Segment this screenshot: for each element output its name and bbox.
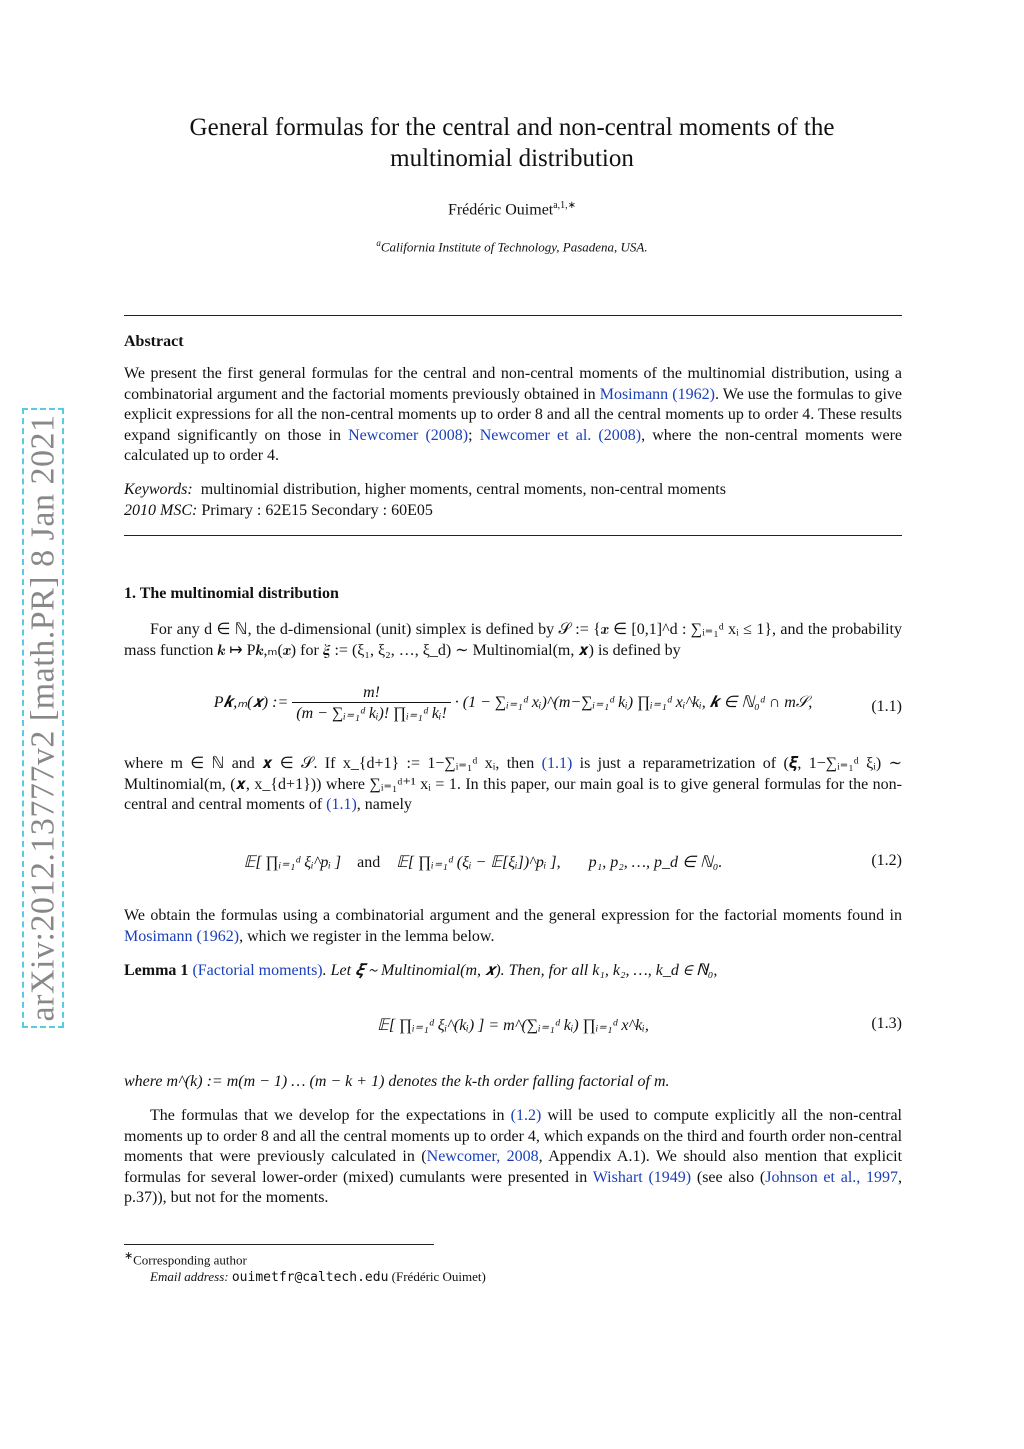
paragraph-1: For any d ∈ ℕ, the d-dimensional (unit) simplex is defined by 𝒮 := {𝒙 ∈ [0,1]^d : ∑ᵢ₌₁ᵈ xᵢ ≤ 1}, and the probability mass function 𝒌 ↦ P𝒌,ₘ(𝒙) for 𝝃 := (ξ₁, ξ₂, …, ξ_d) ∼ Multinomial(m, 𝒙) is defined by: [124, 621, 902, 659]
eq13-number: (1.3): [871, 1015, 902, 1032]
eq11-fraction: [292, 684, 451, 723]
para-text: , Appendix A.1). We should also mention that explicit formulas for several lower-order (mixed) cumulants were presented in: [124, 1148, 903, 1186]
affiliation-mark: a: [376, 238, 381, 248]
abstract-text: . We use the formulas to give explicit expressions for all the non-central moments up to order 8 and all the central moments up to order 4. These results expand significantly on those in: [124, 385, 902, 444]
para-text: where m ∈ ℕ and 𝒙 ∈ 𝒮. If x_{d+1} := 1−∑ᵢ₌₁ᵈ xᵢ, then: [124, 755, 542, 772]
para-text: (see also (: [691, 1168, 766, 1186]
msc-line: [124, 501, 902, 522]
email-line: [124, 1268, 824, 1286]
cite-wishart[interactable]: Wishart (1949): [592, 1168, 692, 1186]
abstract-text: ;: [468, 426, 480, 444]
para-text: We obtain the formulas using a combinatorial argument and the general expression for the factorial moments found in: [124, 907, 902, 924]
abstract-heading: Abstract: [124, 333, 184, 350]
lemma-1: [124, 961, 902, 982]
equation-1-2: [124, 840, 902, 910]
abstract-body: [124, 364, 902, 467]
eq12-and: and: [357, 854, 381, 871]
keywords-label: Keywords:: [124, 481, 193, 498]
eq12-domain: p₁, p₂, …, p_d ∈ ℕ₀.: [588, 854, 723, 871]
affiliation-text: California Institute of Technology, Pasadena, USA.: [380, 239, 648, 255]
para-text: is just a reparametrization of (𝝃, 1−∑ᵢ₌₁ᵈ ξᵢ) ∼ Multinomial(m, (𝒙, x_{d+1})) where ∑ᵢ₌₁ᵈ⁺¹ xᵢ = 1. In this paper, our main goal is to give general formulas for the non-central and central moments of: [124, 755, 902, 813]
cite-mosimann[interactable]: Mosimann (1962): [124, 927, 240, 945]
lemma-tail: where m^(k) := m(m − 1) … (m − k + 1) denotes the k-th order falling factorial of m.: [124, 1073, 670, 1090]
eq13-body: 𝔼[ ∏ᵢ₌₁ᵈ ξᵢ^(kᵢ) ] = m^(∑ᵢ₌₁ᵈ kᵢ) ∏ᵢ₌₁ᵈ x^kᵢ,: [377, 1017, 649, 1034]
footnote-rule: [124, 1244, 434, 1245]
para-text: , namely: [356, 796, 412, 813]
keywords-line: [124, 480, 902, 501]
footnote-line: [124, 1248, 824, 1268]
arxiv-id: arXiv:2012.13777v2 [math.PR] 8 Jan 2021: [24, 414, 61, 1022]
paragraph-2: [124, 754, 902, 816]
equation-1-1: [124, 676, 902, 746]
author-marks: a,1,∗: [553, 200, 577, 211]
paragraph-3: [124, 906, 902, 947]
affiliation: [232, 238, 792, 255]
abstract-text: We present the first general formulas for the central and non-central moments of the multinomial distribution, using a combinatorial argument and the factorial moments previously obtained in: [124, 365, 902, 403]
eq11-rest: · (1 − ∑ᵢ₌₁ᵈ xᵢ)^(m−∑ᵢ₌₁ᵈ kᵢ) ∏ᵢ₌₁ᵈ xᵢ^kᵢ, 𝒌 ∈ ℕ₀ᵈ ∩ m𝒮,: [454, 694, 813, 712]
para-text: , p.37)), but not for the moments.: [124, 1168, 903, 1206]
eq12-left: 𝔼[ ∏ᵢ₌₁ᵈ ξᵢ^pᵢ ]: [243, 854, 342, 871]
lemma-name[interactable]: (Factorial moments): [192, 962, 323, 979]
cite-mosimann[interactable]: Mosimann (1962): [599, 385, 715, 403]
para-text: will be used to compute explicitly all the non-central moments up to order 8 and all the central moments up to order 4, which expands on the third and fourth order non-central moments that were previously calculated in (: [124, 1107, 903, 1165]
footnote-mark: ∗: [124, 1250, 134, 1262]
ref-eq-1-2[interactable]: (1.2): [510, 1107, 542, 1124]
abstract-top-rule: [124, 315, 902, 316]
lemma-statement: . Let 𝝃 ∼ Multinomial(m, 𝒙). Then, for all k₁, k₂, …, k_d ∈ ℕ₀,: [322, 962, 718, 979]
paragraph-4: [124, 1106, 902, 1209]
eq11-lhs: P𝒌,ₘ(𝒙) :=: [213, 694, 289, 712]
cite-newcomer[interactable]: Newcomer, 2008: [426, 1148, 539, 1165]
msc-text: Primary : 62E15 Secondary : 60E05: [201, 501, 433, 519]
arxiv-stamp[interactable]: [22, 408, 64, 1028]
ref-eq-1-1[interactable]: (1.1): [326, 796, 357, 813]
cite-newcomer-etal[interactable]: Newcomer et al. (2008): [479, 426, 642, 444]
email-label: Email address:: [150, 1269, 229, 1285]
para-text: , which we register in the lemma below.: [239, 927, 495, 945]
abstract-bottom-rule: [124, 535, 902, 536]
author-line: [312, 200, 712, 219]
eq11-numerator: m!: [292, 684, 451, 703]
msc-label: 2010 MSC:: [124, 501, 198, 519]
keywords-text: multinomial distribution, higher moments, central moments, non-central moments: [200, 481, 726, 498]
equation-1-3: [124, 1005, 902, 1075]
section-heading: 1. The multinomial distribution: [124, 585, 339, 602]
paper-title: General formulas for the central and non-central moments of the multinomial distribution: [189, 114, 835, 172]
email-owner: (Frédéric Ouimet): [391, 1269, 486, 1285]
footnote-text: Corresponding author: [133, 1252, 247, 1268]
email-address[interactable]: ouimetfr@caltech.edu: [231, 1270, 389, 1286]
lemma-label: Lemma 1: [124, 962, 189, 979]
eq11-denominator: (m − ∑ᵢ₌₁ᵈ kᵢ)! ∏ᵢ₌₁ᵈ kᵢ!: [296, 705, 447, 722]
para-text: The formulas that we develop for the expectations in: [150, 1107, 511, 1124]
ref-eq-1-1[interactable]: (1.1): [541, 755, 573, 772]
abstract-text: , where the non-central moments were calculated up to order 4.: [124, 426, 903, 464]
cite-johnson[interactable]: Johnson et al., 1997: [765, 1168, 899, 1186]
keywords-block: [124, 480, 902, 521]
eq11-number: (1.1): [871, 698, 902, 715]
eq12-right: 𝔼[ ∏ᵢ₌₁ᵈ (ξᵢ − 𝔼[ξᵢ])^pᵢ ],: [396, 854, 561, 871]
eq12-number: (1.2): [871, 852, 902, 869]
footnote: [124, 1248, 824, 1286]
cite-newcomer[interactable]: Newcomer (2008): [348, 426, 469, 444]
author-name: Frédéric Ouimet: [447, 201, 554, 219]
